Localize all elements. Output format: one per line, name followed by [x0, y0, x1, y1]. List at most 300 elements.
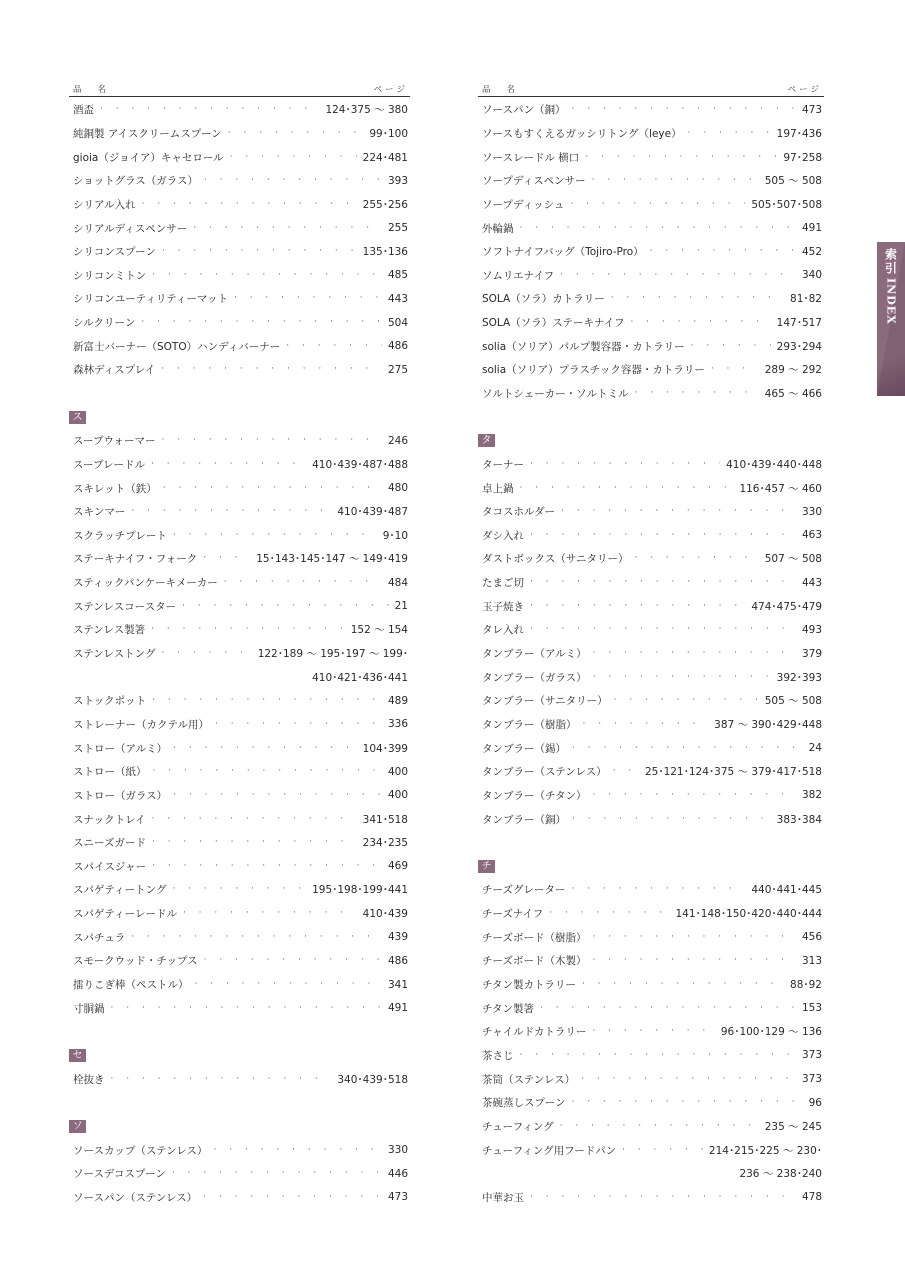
- index-entry: [69, 1162, 410, 1186]
- index-entry: [69, 1138, 410, 1162]
- dot-leader: [162, 436, 382, 445]
- dot-leader: [583, 720, 709, 729]
- entry-name: ソープディッシュ: [482, 198, 565, 211]
- dot-leader: [173, 744, 357, 753]
- dot-leader: [593, 673, 771, 682]
- entry-name: スナックトレイ: [73, 813, 146, 826]
- dot-leader: [593, 649, 796, 658]
- entry-name: 玉子焼き: [482, 600, 524, 613]
- dot-leader: [650, 247, 796, 256]
- entry-pages: 505 ～ 508: [764, 175, 822, 188]
- index-entry: [478, 925, 824, 949]
- entry-name: ソフトナイフバッグ（Tojiro-Pro）: [482, 246, 644, 259]
- dot-leader: [152, 271, 382, 280]
- index-entry: [69, 1067, 410, 1091]
- index-entry: [69, 736, 410, 760]
- entry-pages: 255: [387, 222, 408, 235]
- entry-pages: 489: [387, 694, 408, 707]
- entry-pages: 341: [387, 978, 408, 991]
- entry-pages: 480: [387, 482, 408, 495]
- section-spacer: [69, 1091, 410, 1115]
- entry-name: 純銅製 アイスクリームスプーン: [73, 127, 222, 140]
- dot-leader: [592, 791, 795, 800]
- header-page-label: ページ: [373, 85, 408, 95]
- entry-name: スティックパンケーキメーカー: [73, 577, 218, 590]
- index-entry: [69, 98, 410, 122]
- index-entry: [478, 949, 824, 973]
- entry-pages: 96: [808, 1096, 822, 1109]
- entry-name: タンブラー（銅）: [482, 813, 566, 826]
- entry-pages: 478: [801, 1191, 822, 1204]
- index-entry: [478, 713, 824, 737]
- index-entry: [69, 263, 410, 287]
- entry-name: チャイルドカトラリー: [482, 1026, 587, 1039]
- index-entry: [69, 807, 410, 831]
- entry-name: SOLA（ソラ）ステーキナイフ: [482, 317, 625, 330]
- dot-leader: [592, 956, 795, 965]
- section-badge: チ: [478, 860, 495, 873]
- index-entry: [69, 855, 410, 879]
- entry-name: 寸胴鍋: [73, 1002, 105, 1015]
- index-entry: [69, 689, 410, 713]
- column-header: [478, 82, 824, 97]
- entry-pages: 443: [387, 292, 408, 305]
- entry-pages: 486: [387, 340, 408, 353]
- entry-name: ステンレス製箸: [73, 624, 146, 637]
- dot-leader: [203, 1193, 382, 1202]
- dot-leader: [193, 224, 382, 233]
- entry-pages: 124･375 ～ 380: [325, 104, 408, 117]
- index-entry: [478, 973, 824, 997]
- index-entry: [478, 1067, 824, 1091]
- dot-leader: [540, 1004, 796, 1013]
- dot-leader: [520, 1051, 796, 1060]
- dot-leader: [153, 767, 382, 776]
- dot-leader: [592, 176, 759, 185]
- dot-leader: [141, 318, 382, 327]
- entry-name: タンブラー（ステンレス）: [482, 766, 607, 779]
- entry-name: ソープディスペンサー: [482, 175, 586, 188]
- index-entry: [478, 122, 824, 146]
- index-entry: [69, 145, 410, 169]
- entry-name: 茶筒（ステンレス）: [482, 1073, 576, 1086]
- dot-leader: [204, 176, 382, 185]
- index-entry: [478, 1185, 824, 1209]
- dot-leader: [530, 602, 745, 611]
- index-entry: [478, 240, 824, 264]
- entry-pages: 255･256: [362, 198, 408, 211]
- dot-leader: [530, 625, 796, 634]
- dot-leader: [173, 791, 382, 800]
- entry-name: 擂りこぎ棒（ペストル）: [73, 979, 189, 992]
- entry-name: スキレット（鉄）: [73, 482, 157, 495]
- dot-leader: [520, 224, 796, 233]
- index-side-tab: [877, 242, 905, 396]
- index-entry: [69, 287, 410, 311]
- entry-pages: 214･215･225 ～ 230･: [708, 1144, 822, 1157]
- section-heading: [69, 1044, 410, 1068]
- dot-leader: [162, 247, 357, 256]
- index-entry: [478, 878, 824, 902]
- index-entry: [478, 169, 824, 193]
- entry-name: チタン製カトラリー: [482, 979, 576, 992]
- entry-pages: 336: [387, 718, 408, 731]
- entry-name: ストロー（ガラス）: [73, 789, 168, 802]
- index-entry: [478, 311, 824, 335]
- index-entry: [69, 618, 410, 642]
- dot-leader: [571, 885, 745, 894]
- entry-name: ソースカップ（ステンレス）: [73, 1144, 208, 1157]
- index-entry: [69, 169, 410, 193]
- index-entry: [69, 594, 410, 618]
- dot-leader: [228, 129, 364, 138]
- dot-leader: [571, 105, 795, 114]
- entry-name: 酒盃: [73, 104, 94, 117]
- dot-leader: [172, 885, 306, 894]
- dot-leader: [622, 1146, 703, 1155]
- entry-name: 茶碗蒸しスプーン: [482, 1097, 566, 1110]
- entry-pages: 446: [387, 1167, 408, 1180]
- dot-leader: [204, 956, 382, 965]
- entry-pages: 474･475･479: [751, 600, 822, 613]
- left-index-column: [69, 82, 410, 1209]
- entry-name: タンブラー（アルミ）: [482, 648, 587, 661]
- entry-pages: 383･384: [776, 813, 822, 826]
- entry-pages: 197･436: [776, 127, 822, 140]
- entry-name: シリコンミトン: [73, 269, 147, 282]
- entry-pages: 122･189 ～ 195･197 ～ 199･: [257, 648, 408, 661]
- entry-name: ステンレストング: [73, 648, 156, 661]
- entry-pages: 81･82: [790, 293, 822, 306]
- index-entry: [69, 1185, 410, 1209]
- dot-leader: [214, 1146, 382, 1155]
- dot-leader: [571, 1098, 802, 1107]
- entry-name: ステンレスコースター: [73, 600, 177, 613]
- entry-pages: 486: [387, 954, 408, 967]
- entry-name: タンブラー（サニタリー）: [482, 695, 608, 708]
- entry-pages: 341･518: [362, 813, 408, 826]
- index-entry: [478, 334, 824, 358]
- dot-leader: [560, 1122, 759, 1131]
- index-entry: [478, 453, 824, 477]
- entry-pages: 147･517: [776, 317, 822, 330]
- entry-pages: 382: [801, 789, 822, 802]
- dot-leader: [142, 200, 357, 209]
- entry-pages: 507 ～ 508: [764, 553, 822, 566]
- entry-pages: 473: [387, 1191, 408, 1204]
- index-entry: [69, 216, 410, 240]
- right-index-column: [478, 82, 824, 1209]
- dot-leader: [182, 602, 388, 611]
- index-entry: [69, 311, 410, 335]
- dot-leader: [151, 625, 345, 634]
- entry-name: 茶さじ: [482, 1049, 514, 1062]
- index-entry: [69, 713, 410, 737]
- entry-pages: 440･441･445: [751, 884, 822, 897]
- entry-pages: 379: [801, 647, 822, 660]
- dot-leader: [152, 696, 382, 705]
- entry-name: タレ入れ: [482, 624, 524, 637]
- entry-pages: 465 ～ 466: [764, 388, 822, 400]
- entry-name: スニーズガード: [73, 837, 146, 850]
- entry-name: タンブラー（樹脂）: [482, 718, 577, 731]
- entry-pages: 504: [387, 316, 408, 329]
- index-entry: [478, 807, 824, 831]
- index-entry: [478, 1091, 824, 1115]
- tab-label-jp: 索引: [883, 248, 898, 276]
- index-entry: [478, 1020, 824, 1044]
- index-entry: [478, 145, 824, 169]
- entry-pages: 410･439･487･488: [312, 458, 408, 471]
- dot-leader: [131, 507, 331, 516]
- entry-name: タンブラー（錫）: [482, 742, 566, 755]
- dot-leader: [635, 389, 759, 398]
- entry-name: スパチュラ: [73, 931, 126, 944]
- entry-name: ダストボックス（サニタリー）: [482, 553, 629, 566]
- dot-leader: [234, 294, 382, 303]
- dot-leader: [111, 1004, 382, 1013]
- dot-leader: [613, 767, 639, 776]
- dot-leader: [634, 554, 758, 563]
- entry-name: スープレードル: [73, 458, 146, 471]
- index-entry: [69, 429, 410, 453]
- entry-pages: 340: [801, 269, 822, 282]
- entry-pages: 293･294: [776, 340, 822, 353]
- dot-leader: [570, 200, 745, 209]
- entry-pages: 153: [801, 1002, 822, 1015]
- index-entry: [69, 476, 410, 500]
- dot-leader: [230, 153, 357, 162]
- entry-name: チューフィング: [482, 1120, 554, 1133]
- entry-name: ストレーナー（カクテル用）: [73, 718, 209, 731]
- dot-leader: [688, 129, 771, 138]
- index-entry: [478, 358, 824, 382]
- index-entry: [478, 382, 824, 406]
- index-entry: [478, 193, 824, 217]
- entry-pages: 410･439･487: [337, 506, 408, 519]
- entry-name: スキンマー: [73, 506, 126, 519]
- entry-name: 森林ディスプレイ: [73, 364, 156, 377]
- section-spacer: [478, 831, 824, 855]
- entry-name: ソースレードル 横口: [482, 151, 580, 164]
- dot-leader: [152, 815, 357, 824]
- entry-pages: 443: [801, 576, 822, 589]
- index-entry: [69, 996, 410, 1020]
- index-entry: [478, 1044, 824, 1068]
- entry-name: スモークウッド・チップス: [73, 955, 198, 968]
- index-entry: [478, 665, 824, 689]
- entry-name: ソースデコスプーン: [73, 1168, 166, 1181]
- index-entry: [478, 98, 824, 122]
- dot-leader: [520, 484, 734, 493]
- index-entry: [69, 642, 410, 666]
- entry-pages: 400: [387, 789, 408, 802]
- entry-name: ショットグラス（ガラス）: [73, 175, 198, 188]
- entry-pages: 330: [387, 1144, 408, 1156]
- index-entry: [478, 571, 824, 595]
- index-entry: [69, 760, 410, 784]
- section-badge: セ: [69, 1049, 86, 1062]
- section-badge: タ: [478, 434, 495, 447]
- entry-name: タンブラー（ガラス）: [482, 671, 587, 684]
- index-entry: [69, 878, 410, 902]
- tab-label-en: INDEX: [884, 278, 898, 325]
- entry-name: solia（ソリア）プラスチック容器・カトラリー: [482, 364, 705, 377]
- index-entry: [478, 524, 824, 548]
- entry-pages: 340･439･518: [337, 1073, 408, 1086]
- entry-pages: 439: [387, 931, 408, 944]
- entry-pages: 493: [801, 623, 822, 636]
- entry-pages: 97･258: [783, 151, 822, 164]
- dot-leader: [163, 484, 382, 493]
- entry-pages: 463: [801, 529, 822, 542]
- entry-name: チューフィング用フードパン: [482, 1144, 617, 1157]
- entry-pages: 104･399: [362, 742, 408, 755]
- dot-leader: [614, 696, 759, 705]
- entry-pages: 400: [387, 765, 408, 778]
- entry-name: ダシ入れ: [482, 529, 524, 542]
- section-heading: [69, 405, 410, 429]
- index-entry: [69, 334, 410, 358]
- dot-leader: [549, 909, 669, 918]
- dot-leader: [530, 1193, 796, 1202]
- entry-name: シリアルディスペンサー: [73, 222, 188, 235]
- entry-pages: 15･143･145･147 ～ 149･419: [256, 553, 408, 566]
- entry-pages: 410･439: [362, 908, 408, 921]
- dot-leader: [131, 933, 382, 942]
- entry-name: ストロー（紙）: [73, 766, 147, 779]
- entry-name: ソースパン（ステンレス）: [73, 1191, 198, 1204]
- entry-pages: 135･136: [362, 246, 408, 259]
- entry-name: solia（ソリア）パルプ製容器・カトラリー: [482, 340, 685, 353]
- entry-name: ターナー: [482, 458, 524, 471]
- entry-pages: 473: [801, 103, 822, 116]
- index-entry: [478, 996, 824, 1020]
- index-entry: [69, 524, 410, 548]
- index-entry: [69, 122, 410, 146]
- entry-name: SOLA（ソラ）カトラリー: [482, 293, 605, 306]
- entry-name: タンブラー（チタン）: [482, 789, 587, 802]
- entry-name: スパゲティートング: [73, 884, 167, 897]
- entry-name: 中華お玉: [482, 1191, 524, 1204]
- dot-leader: [286, 342, 382, 351]
- entry-pages: 21: [394, 600, 408, 613]
- dot-leader: [215, 720, 382, 729]
- index-entry: [478, 594, 824, 618]
- header-name-label: 品名: [482, 85, 532, 95]
- dot-leader: [203, 554, 250, 563]
- entry-name: チーズボード（樹脂）: [482, 931, 587, 944]
- dot-leader: [100, 105, 319, 114]
- dot-leader: [691, 342, 771, 351]
- entry-name: チーズグレーター: [482, 884, 566, 897]
- dot-leader: [152, 862, 382, 871]
- entry-name: スクラッチプレート: [73, 529, 167, 542]
- dot-leader: [172, 1169, 382, 1178]
- dot-leader: [582, 980, 784, 989]
- index-entry: [69, 453, 410, 477]
- index-entry: [478, 736, 824, 760]
- entry-pages: 373: [801, 1049, 822, 1062]
- entry-pages-continued: 236 ～ 238･240: [739, 1168, 822, 1181]
- entry-pages: 392･393: [776, 671, 822, 684]
- index-entry: [478, 642, 824, 666]
- index-entry: [69, 500, 410, 524]
- entry-pages: 491: [387, 1002, 408, 1015]
- section-heading: [478, 429, 824, 453]
- section-heading: [69, 1115, 410, 1139]
- entry-pages: 234･235: [362, 837, 408, 850]
- entry-name: ストックポット: [73, 695, 147, 708]
- entry-name: ステーキナイフ・フォーク: [73, 553, 198, 566]
- entry-pages: 505 ～ 508: [764, 695, 822, 708]
- entry-pages: 373: [801, 1073, 822, 1086]
- tab-decoration: [877, 336, 905, 396]
- index-list: [69, 98, 410, 1209]
- entry-name: タコスホルダー: [482, 506, 556, 519]
- header-name-label: 品名: [73, 85, 123, 95]
- entry-name: ソースもすくえるガッシリトング（leye）: [482, 127, 682, 140]
- index-entry: [478, 476, 824, 500]
- dot-leader: [183, 909, 357, 918]
- entry-pages: 393: [387, 174, 408, 187]
- index-entry: [478, 902, 824, 926]
- dot-leader: [161, 649, 251, 658]
- dot-leader: [560, 271, 796, 280]
- entry-name: gioia（ジョイア）キャセロール: [73, 151, 224, 164]
- dot-leader: [151, 460, 306, 469]
- index-entry: [478, 760, 824, 784]
- entry-name: 外輪鍋: [482, 222, 514, 235]
- entry-name: シルクリーン: [73, 317, 136, 330]
- index-entry: [69, 902, 410, 926]
- dot-leader: [611, 294, 784, 303]
- entry-pages: 505･507･508: [751, 198, 822, 211]
- entry-pages: 224･481: [362, 151, 408, 164]
- section-spacer: [478, 405, 824, 429]
- entry-name: スパイスジャー: [73, 860, 147, 873]
- index-entry: [69, 949, 410, 973]
- entry-pages: 485: [387, 269, 408, 282]
- index-entry: [478, 287, 824, 311]
- entry-name: チタン製箸: [482, 1002, 534, 1015]
- entry-name: シリコンユーティリティーマット: [73, 293, 228, 306]
- section-badge: ソ: [69, 1120, 86, 1133]
- entry-name: ストロー（アルミ）: [73, 742, 168, 755]
- entry-pages: 491: [801, 222, 822, 235]
- entry-pages: 24: [808, 742, 822, 755]
- entry-pages: 9･10: [382, 529, 408, 542]
- index-entry: [478, 1138, 824, 1162]
- index-entry: [69, 571, 410, 595]
- index-entry: [69, 547, 410, 571]
- entry-pages: 141･148･150･420･440･444: [675, 908, 822, 921]
- entry-pages: 246: [387, 434, 408, 447]
- dot-leader: [711, 365, 759, 374]
- entry-name: たまご切: [482, 577, 524, 590]
- index-entry: [478, 500, 824, 524]
- index-entry: [69, 831, 410, 855]
- entry-pages: 387 ～ 390･429･448: [714, 718, 822, 731]
- dot-leader: [530, 578, 796, 587]
- dot-leader: [111, 1075, 332, 1084]
- dot-leader: [195, 980, 382, 989]
- entry-pages: 88･92: [790, 979, 822, 992]
- entry-pages: 289 ～ 292: [764, 364, 822, 377]
- entry-pages: 410･439･440･448: [726, 458, 822, 471]
- entry-pages: 469: [387, 860, 408, 873]
- entry-pages: 452: [801, 245, 822, 258]
